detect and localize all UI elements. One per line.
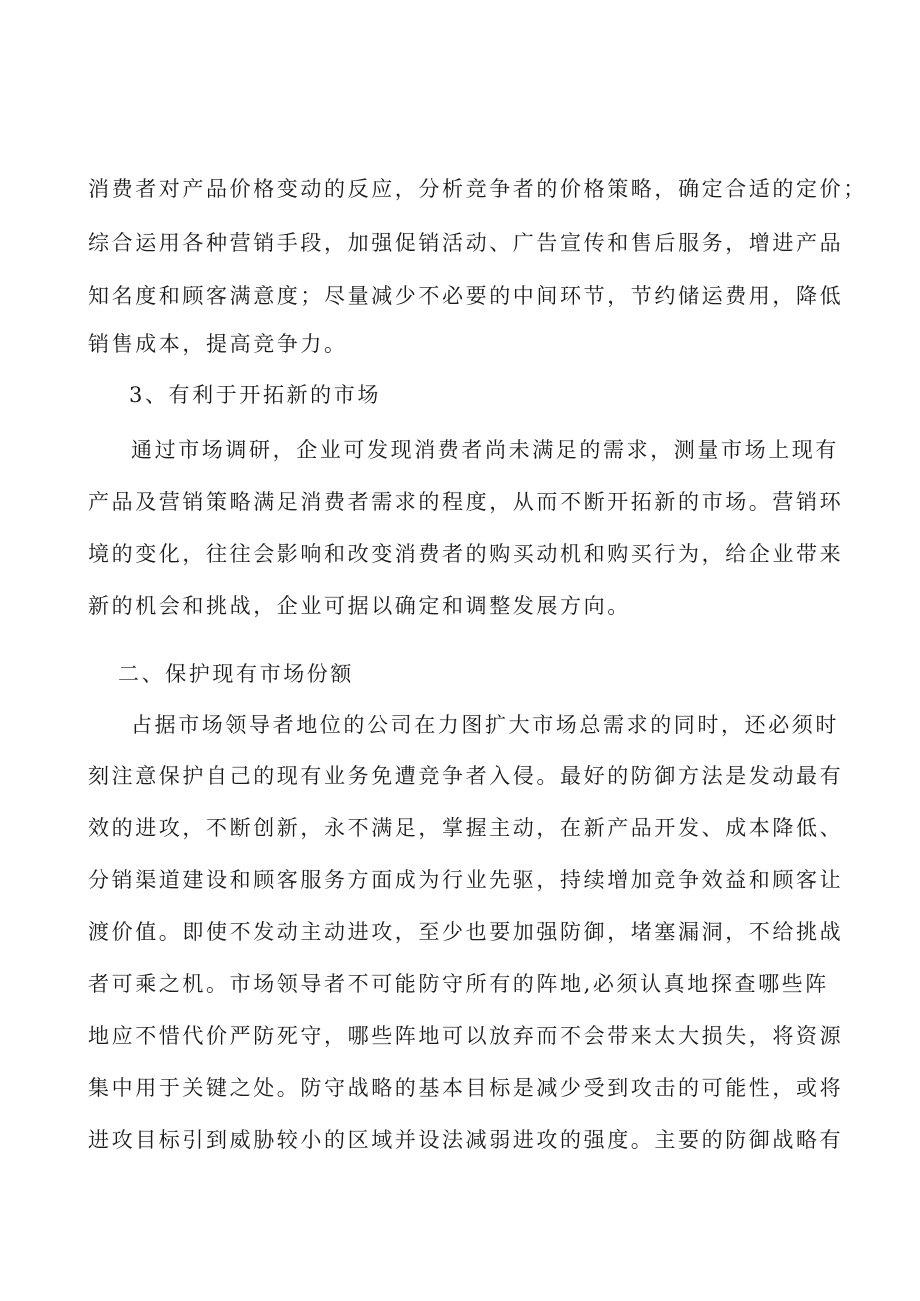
paragraph-line: 消费者对产品价格变动的反应，分析竞争者的价格策略，确定合适的定价；: [88, 177, 867, 201]
paragraph-line: 地应不惜代价严防死守，哪些阵地可以放弃而不会带来太大损失，将资源: [88, 1024, 844, 1048]
paragraph-line: 刻注意保护自己的现有业务免遭竞争者入侵。最好的防御方法是发动最有: [88, 764, 844, 788]
paragraph-line: 境的变化，往往会影响和改变消费者的购买动机和购买行为，给企业带来: [88, 542, 844, 566]
paragraph-line: 销售成本，提高竞争力。: [88, 332, 348, 356]
paragraph-line: 效的进攻，不断创新，永不满足，掌握主动，在新产品开发、成本降低、: [88, 816, 844, 840]
paragraph-line: 进攻目标引到威胁较小的区域并设法减弱进攻的强度。主要的防御战略有: [88, 1128, 844, 1152]
paragraph-line: 分销渠道建设和顾客服务方面成为行业先驱，持续增加竞争效益和顾客让: [88, 868, 844, 892]
paragraph-line: 渡价值。即使不发动主动进攻，至少也要加强防御，堵塞漏洞，不给挑战: [88, 920, 844, 944]
paragraph-line: 占据市场领导者地位的公司在力图扩大市场总需求的同时，还必须时: [131, 713, 839, 737]
paragraph-line: 通过市场调研，企业可发现消费者尚未满足的需求，测量市场上现有: [131, 438, 839, 462]
paragraph-line: 集中用于关键之处。防守战略的基本目标是减少受到攻击的可能性，或将: [88, 1076, 844, 1100]
paragraph-line: 者可乘之机。市场领导者不可能防守所有的阵地,必须认真地探查哪些阵: [88, 972, 829, 996]
subsection-heading: 3、有利于开拓新的市场: [129, 383, 381, 407]
paragraph-line: 产品及营销策略满足消费者需求的程度，从而不断开拓新的市场。营销环: [88, 490, 844, 514]
paragraph-line: 知名度和顾客满意度；尽量减少不必要的中间环节，节约储运费用，降低: [88, 284, 844, 308]
section-title: 二、保护现有市场份额: [118, 662, 354, 686]
paragraph-line: 新的机会和挑战，企业可据以确定和调整发展方向。: [88, 594, 631, 618]
paragraph-line: 综合运用各种营销手段，加强促销活动、广告宣传和售后服务，增进产品: [88, 231, 844, 255]
